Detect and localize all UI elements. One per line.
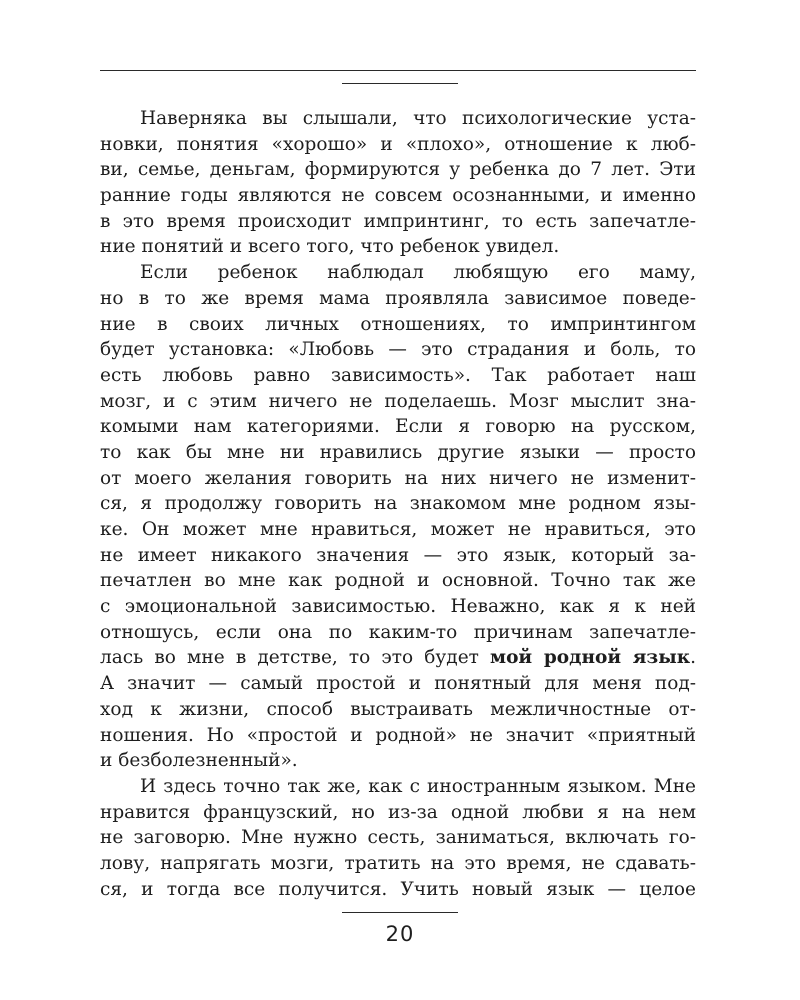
text-line: Если ребенок наблюдал любящую его маму, — [140, 262, 696, 284]
text-line: но в то же время мама проявляла зависимое поведе- — [100, 287, 696, 309]
text-line: комыми нам категориями. Если я говорю на русском, — [100, 416, 696, 438]
text-line: А значит — самый простой и понятный для меня под- — [100, 673, 696, 695]
text-line: нравится французский, но из-за одной любви я на нем — [100, 801, 696, 823]
text-line: с эмоциональной зависимостью. Неважно, как я к ней — [100, 596, 696, 618]
header-short-rule — [342, 83, 458, 84]
text-line: ке. Он может мне нравиться, может не нравиться, это — [100, 519, 696, 540]
text-line: ся, я продолжу говорить на знакомом мне родном язы- — [100, 493, 696, 515]
text-line: Наверняка вы слышали, что психологические уста- — [140, 108, 696, 129]
text-line: новки, понятия «хорошо» и «плохо», отношение к люб- — [100, 133, 696, 155]
text-line: отношусь, если она по каким-то причинам запечатле- — [100, 621, 696, 643]
text-line: ви, семье, деньгам, формируются у ребенка до 7 лет. Эти — [100, 159, 696, 181]
text-line: И здесь точно так же, как с иностранным языком. Мне — [140, 775, 696, 797]
page-number: 20 — [385, 922, 415, 946]
text-line: ранние годы являются не совсем осознанными, и именно — [100, 185, 696, 207]
text-line: ход к жизни, способ выстраивать межличностные от- — [100, 698, 696, 720]
page-body — [100, 106, 696, 902]
text-line: и безболезненный». — [100, 750, 298, 772]
footer-short-rule — [342, 912, 458, 913]
text-line-emphasis — [100, 645, 696, 671]
text-line: есть любовь равно зависимость». Так работает наш — [100, 364, 696, 386]
text-line: ние понятий и всего того, что ребенок увидел. — [100, 236, 560, 258]
text-line: печатлен во мне как родной и основной. Точно так же — [100, 570, 696, 592]
paragraph-3 — [100, 774, 696, 902]
paragraph-1 — [100, 106, 696, 260]
text-line: будет установка: «Любовь — это страдания и боль, то — [100, 339, 696, 361]
text-line: ние в своих личных отношениях, то импринтингом — [100, 313, 696, 335]
emphasis-text: мой родной язык — [490, 647, 691, 669]
text-line: не заговорю. Мне нужно сесть, заниматься, включать го- — [100, 827, 696, 849]
text-line: от моего желания говорить на них ничего не изменит- — [100, 467, 696, 489]
text-line: не имеет никакого значения — это язык, который за- — [100, 544, 696, 566]
paragraph-2 — [100, 260, 696, 774]
text-run: . — [690, 647, 697, 669]
text-line: ношения. Но «простой и родной» не значит «приятный — [100, 724, 696, 746]
text-line: в это время происходит импринтинг, то есть запечатле- — [100, 210, 696, 232]
text-line: ся, и тогда все получится. Учить новый язык — целое — [100, 878, 696, 900]
text-line: мозг, и с этим ничего не поделаешь. Мозг мыслит зна- — [100, 390, 696, 412]
header-rule — [100, 70, 696, 71]
text-line: лову, напрягать мозги, тратить на это время, не сдавать- — [100, 852, 696, 874]
text-run: лась во мне в детстве, то это будет — [100, 647, 491, 669]
text-line: то как бы мне ни нравились другие языки — просто — [100, 441, 696, 463]
